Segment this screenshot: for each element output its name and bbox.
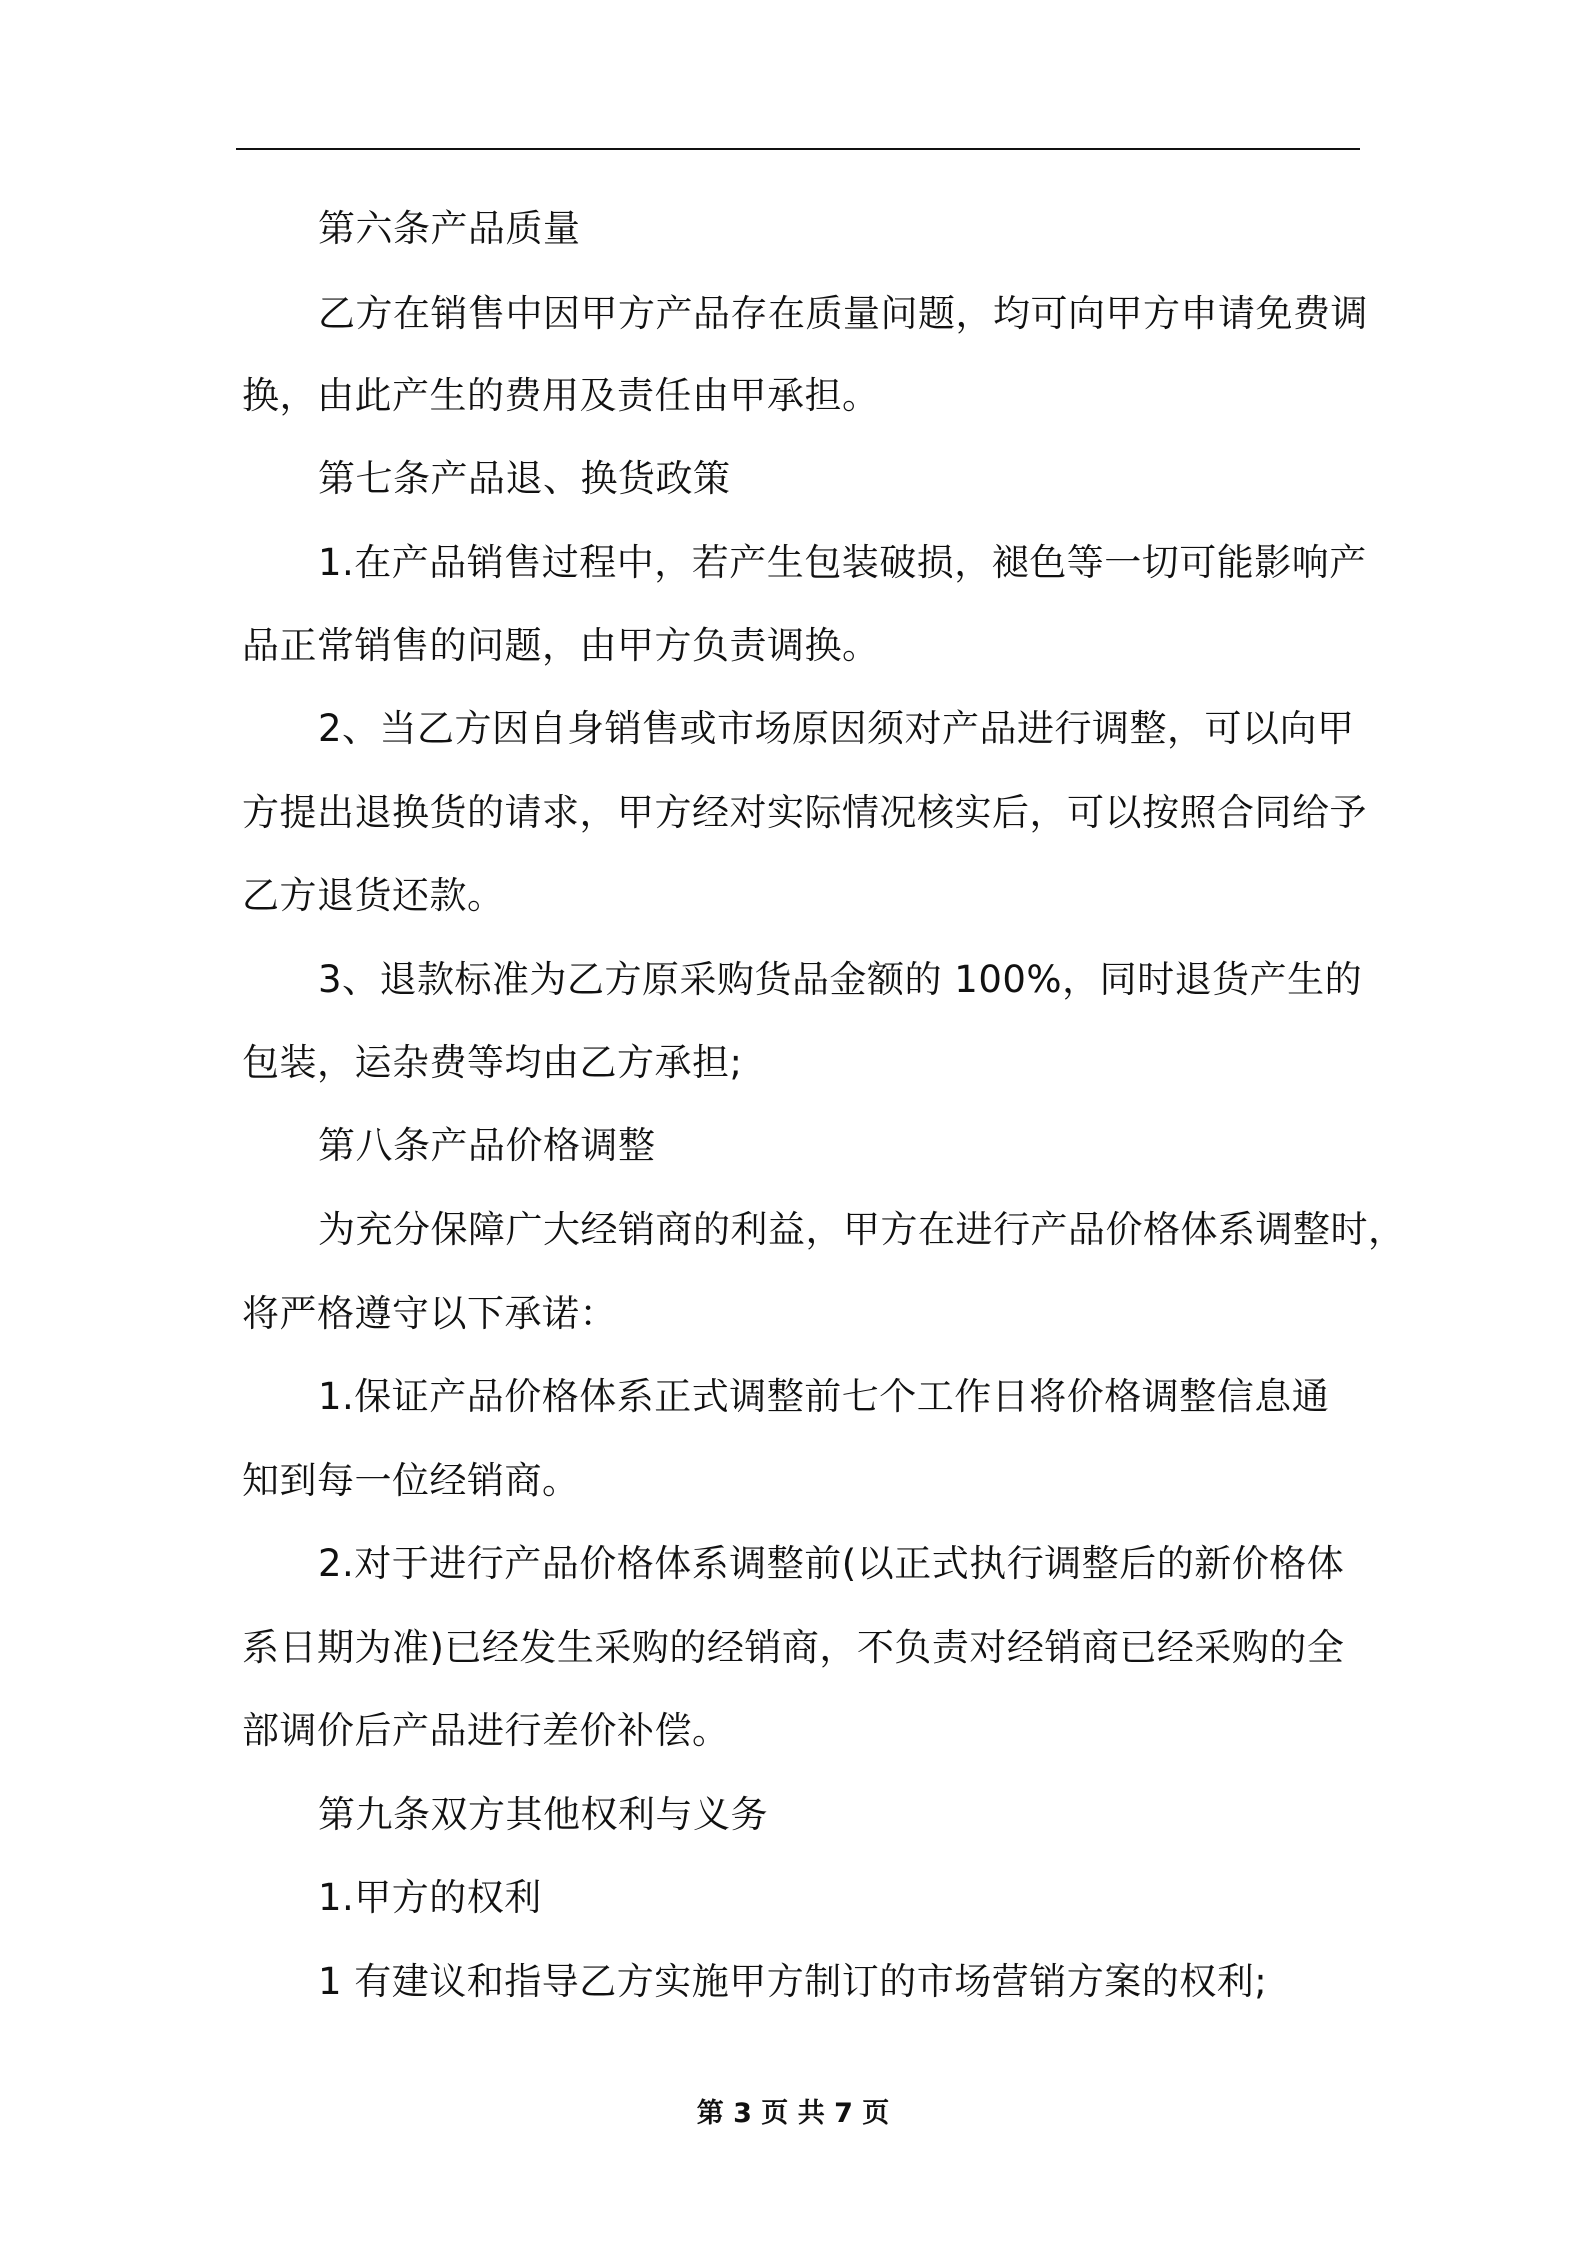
paragraph-line: 方提出退换货的请求，甲方经对实际情况核实后，可以按照合同给予 bbox=[242, 791, 1367, 834]
paragraph-line: 2.对于进行产品价格体系调整前(以正式执行调整后的新价格体 bbox=[318, 1542, 1345, 1585]
paragraph-line: 乙方退货还款。 bbox=[242, 874, 505, 917]
page-number-footer: 第 3 页 共 7 页 bbox=[696, 2098, 890, 2129]
paragraph-line: 1.保证产品价格体系正式调整前七个工作日将价格调整信息通 bbox=[318, 1375, 1330, 1418]
paragraph-line: 乙方在销售中因甲方产品存在质量问题，均可向甲方申请免费调 bbox=[318, 292, 1368, 335]
paragraph-line: 为充分保障广大经销商的利益，甲方在进行产品价格体系调整时， bbox=[318, 1208, 1406, 1251]
paragraph-line: 包装，运杂费等均由乙方承担; bbox=[242, 1041, 743, 1084]
article-8-heading: 第八条产品价格调整 bbox=[318, 1124, 656, 1167]
paragraph-line: 将严格遵守以下承诺： bbox=[242, 1292, 617, 1335]
article-7-heading: 第七条产品退、换货政策 bbox=[318, 457, 731, 500]
paragraph-line: 系日期为准)已经发生采购的经销商，不负责对经销商已经采购的全 bbox=[242, 1626, 1345, 1669]
paragraph-line: 知到每一位经销商。 bbox=[242, 1459, 580, 1502]
paragraph-line: 品正常销售的问题，由甲方负责调换。 bbox=[242, 624, 880, 667]
paragraph-line: 3、退款标准为乙方原采购货品金额的 100%，同时退货产生的 bbox=[318, 958, 1363, 1001]
paragraph-line: 1.在产品销售过程中，若产生包装破损，褪色等一切可能影响产 bbox=[318, 541, 1367, 584]
article-6-heading: 第六条产品质量 bbox=[318, 207, 581, 250]
paragraph-line: 1 有建议和指导乙方实施甲方制订的市场营销方案的权利; bbox=[318, 1960, 1268, 2003]
paragraph-line: 1.甲方的权利 bbox=[318, 1876, 542, 1919]
paragraph-line: 2、当乙方因自身销售或市场原因须对产品进行调整，可以向甲 bbox=[318, 707, 1355, 750]
article-9-heading: 第九条双方其他权利与义务 bbox=[318, 1793, 768, 1836]
paragraph-line: 部调价后产品进行差价补偿。 bbox=[242, 1709, 730, 1752]
paragraph-line: 换，由此产生的费用及责任由甲承担。 bbox=[242, 374, 880, 417]
